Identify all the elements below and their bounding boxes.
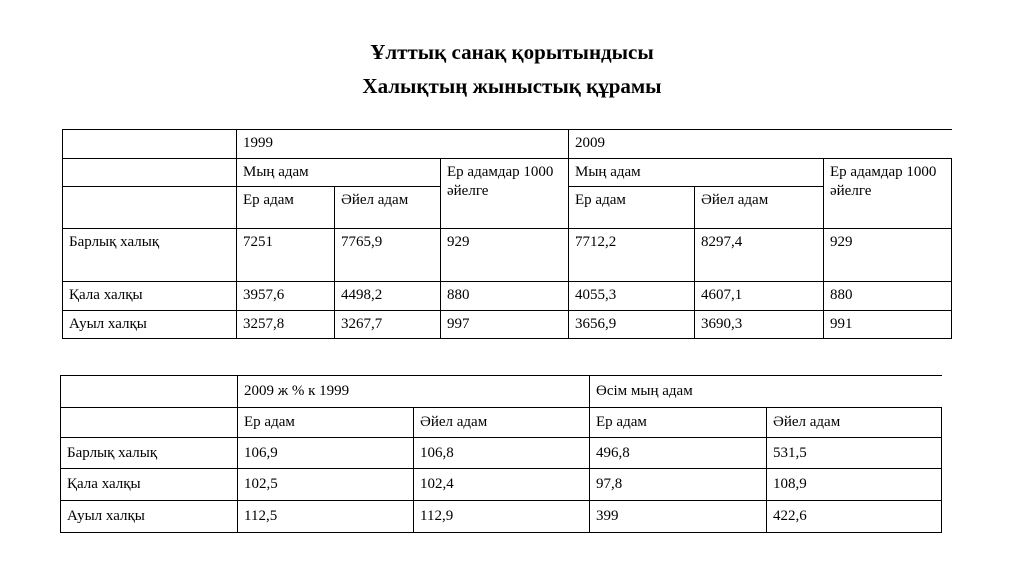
table-cell: 880 [441, 282, 569, 311]
page-title: Ұлттық санақ қорытындысы [370, 40, 654, 64]
table-cell: 399 [590, 501, 767, 533]
table-cell: 102,5 [238, 469, 414, 501]
empty-cell [61, 376, 238, 408]
table-cell: 8297,4 [695, 229, 824, 282]
table-cell: 531,5 [767, 438, 942, 469]
table-cell: 929 [441, 229, 569, 282]
table-cell: 496,8 [590, 438, 767, 469]
year-1999-header: 1999 [237, 130, 569, 159]
table-cell: 3957,6 [237, 282, 335, 311]
row-label: Барлық халық [61, 438, 238, 469]
table-cell: 3267,7 [335, 311, 441, 339]
table-cell: 108,9 [767, 469, 942, 501]
table-cell: 112,9 [414, 501, 590, 533]
table-cell: 106,8 [414, 438, 590, 469]
pct-header: 2009 ж % к 1999 [238, 376, 590, 408]
row-label: Қала халқы [63, 282, 237, 311]
thousand-people-header-1999: Мың адам [237, 159, 441, 187]
table-cell: 422,6 [767, 501, 942, 533]
table-cell: 7251 [237, 229, 335, 282]
table-cell: 4607,1 [695, 282, 824, 311]
women-header-growth: Әйел адам [767, 408, 942, 438]
table-cell: 3690,3 [695, 311, 824, 339]
table-cell: 7712,2 [569, 229, 695, 282]
women-header-pct: Әйел адам [414, 408, 590, 438]
table-cell: 97,8 [590, 469, 767, 501]
table-cell: 929 [824, 229, 952, 282]
table-cell: 997 [441, 311, 569, 339]
ratio-header-1999: Ер адамдар 1000 әйелге [441, 159, 569, 229]
empty-cell [61, 408, 238, 438]
population-by-sex-table [62, 129, 952, 339]
row-label: Ауыл халқы [61, 501, 238, 533]
table-cell: 4498,2 [335, 282, 441, 311]
men-header-1999: Ер адам [237, 187, 335, 229]
table-cell: 991 [824, 311, 952, 339]
table-cell: 7765,9 [335, 229, 441, 282]
men-header-growth: Ер адам [590, 408, 767, 438]
page-subtitle: Халықтың жыныстық құрамы [362, 74, 662, 98]
empty-cell [63, 159, 237, 187]
table-cell: 4055,3 [569, 282, 695, 311]
ratio-header-2009: Ер адамдар 1000 әйелге [824, 159, 952, 229]
empty-cell [63, 187, 237, 229]
women-header-1999: Әйел адам [335, 187, 441, 229]
table-cell: 3656,9 [569, 311, 695, 339]
empty-cell [63, 130, 237, 159]
growth-header: Өсім мың адам [590, 376, 942, 408]
table-cell: 102,4 [414, 469, 590, 501]
row-label: Қала халқы [61, 469, 238, 501]
row-label: Барлық халық [63, 229, 237, 282]
table-cell: 880 [824, 282, 952, 311]
table-cell: 3257,8 [237, 311, 335, 339]
thousand-people-header-2009: Мың адам [569, 159, 824, 187]
men-header-2009: Ер адам [569, 187, 695, 229]
men-header-pct: Ер адам [238, 408, 414, 438]
row-label: Ауыл халқы [63, 311, 237, 339]
growth-table [60, 375, 942, 533]
table-cell: 112,5 [238, 501, 414, 533]
table-cell: 106,9 [238, 438, 414, 469]
year-2009-header: 2009 [569, 130, 952, 159]
women-header-2009: Әйел адам [695, 187, 824, 229]
